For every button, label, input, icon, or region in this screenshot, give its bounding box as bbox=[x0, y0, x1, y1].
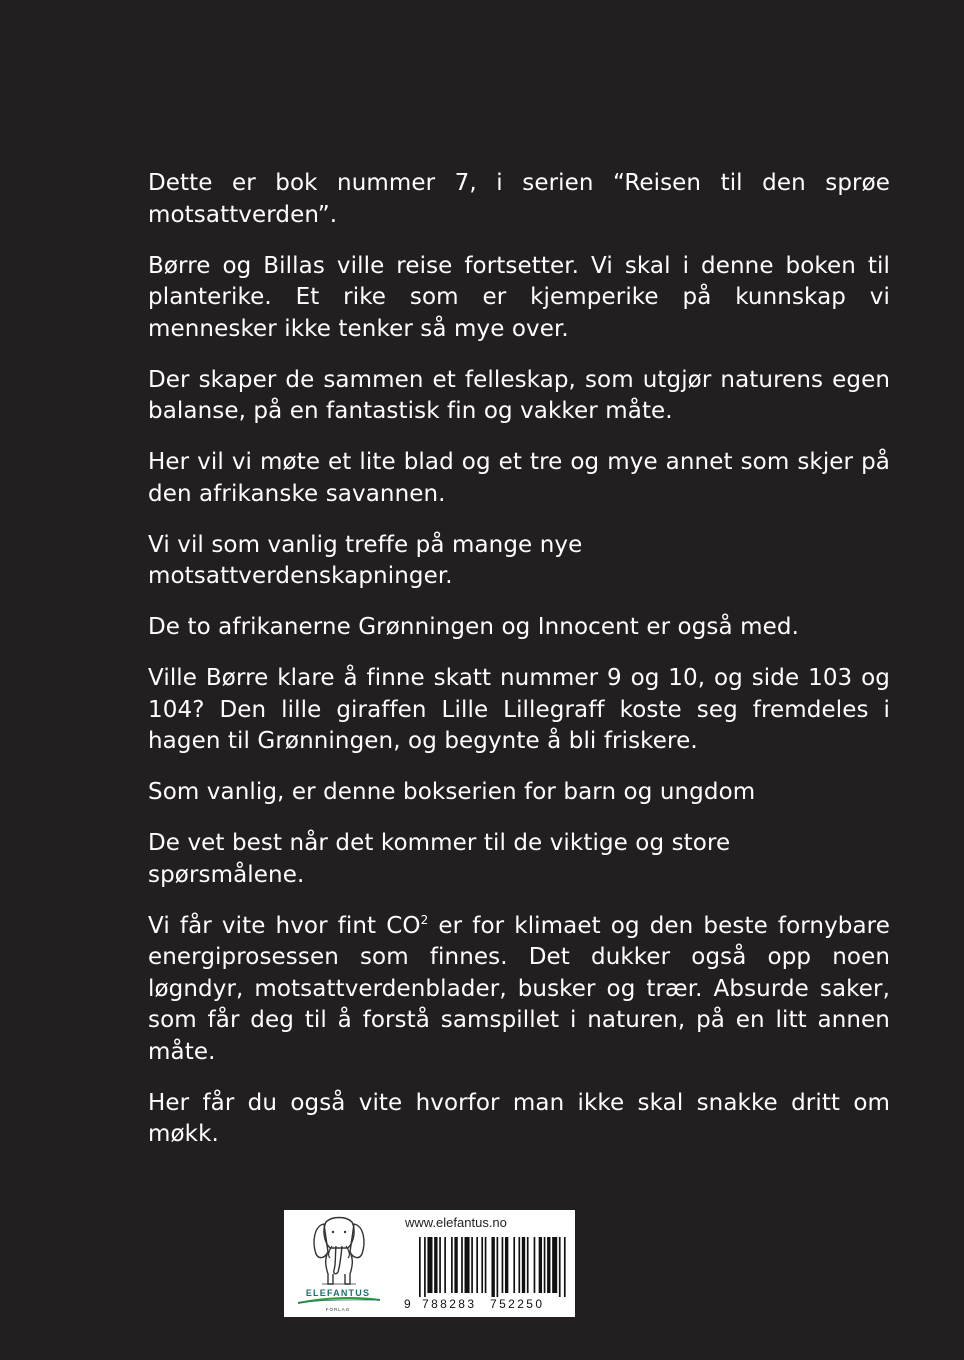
barcode-bar bbox=[485, 1237, 487, 1293]
barcode-bar bbox=[539, 1237, 542, 1293]
barcode-bar bbox=[424, 1237, 426, 1297]
publisher-website: www.elefantus.no bbox=[405, 1215, 507, 1230]
isbn-barcode bbox=[419, 1237, 569, 1297]
svg-text:FORLAG: FORLAG bbox=[325, 1307, 351, 1312]
publisher-info-box bbox=[284, 1210, 575, 1317]
barcode-bar bbox=[544, 1237, 546, 1293]
barcode-bar bbox=[476, 1237, 478, 1293]
barcode-bar bbox=[465, 1237, 470, 1293]
paragraph-10-end: er for klimaet og den beste fornybare energiprosessen som finnes. Det dukker også opp noen løgndyr, motsattverdenblader, busker og trær. Absurde saker, som får deg til å forstå samspillet i naturen, på en litt annen måte. bbox=[148, 912, 890, 1065]
barcode-bar bbox=[444, 1237, 446, 1293]
isbn-group-1: 788283 bbox=[422, 1297, 477, 1311]
barcode-bar bbox=[552, 1237, 557, 1293]
barcode-bar bbox=[518, 1237, 520, 1293]
barcode-bar bbox=[461, 1237, 463, 1293]
paragraph-2: Børre og Billas ville reise fortsetter. Vi skal i denne boken til planterike. Et rike som er kjemperike på kunnskap vi mennesker ikke tenker så mye over. bbox=[148, 252, 890, 342]
isbn-number bbox=[404, 1297, 544, 1311]
paragraph-9: De vet best når det kommer til de viktige og store spørsmålene. bbox=[148, 830, 731, 888]
barcode-bar bbox=[513, 1237, 515, 1293]
barcode-bar bbox=[451, 1237, 453, 1293]
paragraph-8: Som vanlig, er denne bokserien for barn og ungdom bbox=[148, 779, 756, 805]
paragraph-4: Her vil vi møte et lite blad og et tre og mye annet som skjer på den afrikanske savannen. bbox=[148, 449, 890, 507]
barcode-bar bbox=[419, 1237, 421, 1297]
isbn-group-2: 752250 bbox=[490, 1297, 545, 1311]
barcode-bar bbox=[522, 1237, 525, 1293]
barcode-bar bbox=[491, 1237, 494, 1297]
paragraph-10 bbox=[148, 911, 890, 1069]
barcode-bar bbox=[502, 1237, 504, 1293]
barcode-bar bbox=[481, 1237, 483, 1293]
back-cover-description bbox=[148, 168, 890, 1170]
barcode-bar bbox=[547, 1237, 550, 1293]
elefantus-logo bbox=[288, 1212, 388, 1315]
barcode-bar bbox=[534, 1237, 536, 1293]
elephant-icon bbox=[288, 1212, 388, 1315]
paragraph-10-start: Vi får vite hvor fint CO bbox=[148, 912, 421, 939]
barcode-bar bbox=[471, 1237, 473, 1293]
paragraph-7: Ville Børre klare å finne skatt nummer 9 og 10, og side 103 og 104? Den lille giraffen Lille Lillegraff koste seg fremdeles i hagen til Grønningen, og begynte å bli friskere. bbox=[148, 665, 890, 754]
paragraph-1: Dette er bok nummer 7, i serien “Reisen til den sprøe motsattverden”. bbox=[148, 170, 890, 228]
barcode-bar bbox=[434, 1237, 437, 1293]
isbn-first-digit: 9 bbox=[404, 1297, 411, 1311]
barcode-bar bbox=[497, 1237, 499, 1297]
barcode-bar bbox=[427, 1237, 432, 1293]
barcode-bar bbox=[439, 1237, 441, 1293]
barcode-bar bbox=[527, 1237, 529, 1293]
barcode-bar bbox=[559, 1237, 561, 1297]
paragraph-6: De to afrikanerne Grønningen og Innocent er også med. bbox=[148, 614, 799, 640]
paragraph-3: Der skaper de sammen et felleskap, som utgjør naturens egen balanse, på en fantastisk fin og vakker måte. bbox=[148, 366, 890, 424]
paragraph-5: Vi vil som vanlig treffe på mange nye motsattverdenskapninger. bbox=[148, 531, 583, 589]
barcode-bar bbox=[564, 1237, 566, 1297]
svg-text:ELEFANTUS: ELEFANTUS bbox=[305, 1288, 371, 1298]
barcode-bar bbox=[505, 1237, 508, 1293]
barcode-bar bbox=[454, 1237, 457, 1293]
paragraph-11: Her får du også vite hvorfor man ikke skal snakke dritt om møkk. bbox=[148, 1089, 890, 1147]
co2-subscript: 2 bbox=[420, 912, 429, 927]
